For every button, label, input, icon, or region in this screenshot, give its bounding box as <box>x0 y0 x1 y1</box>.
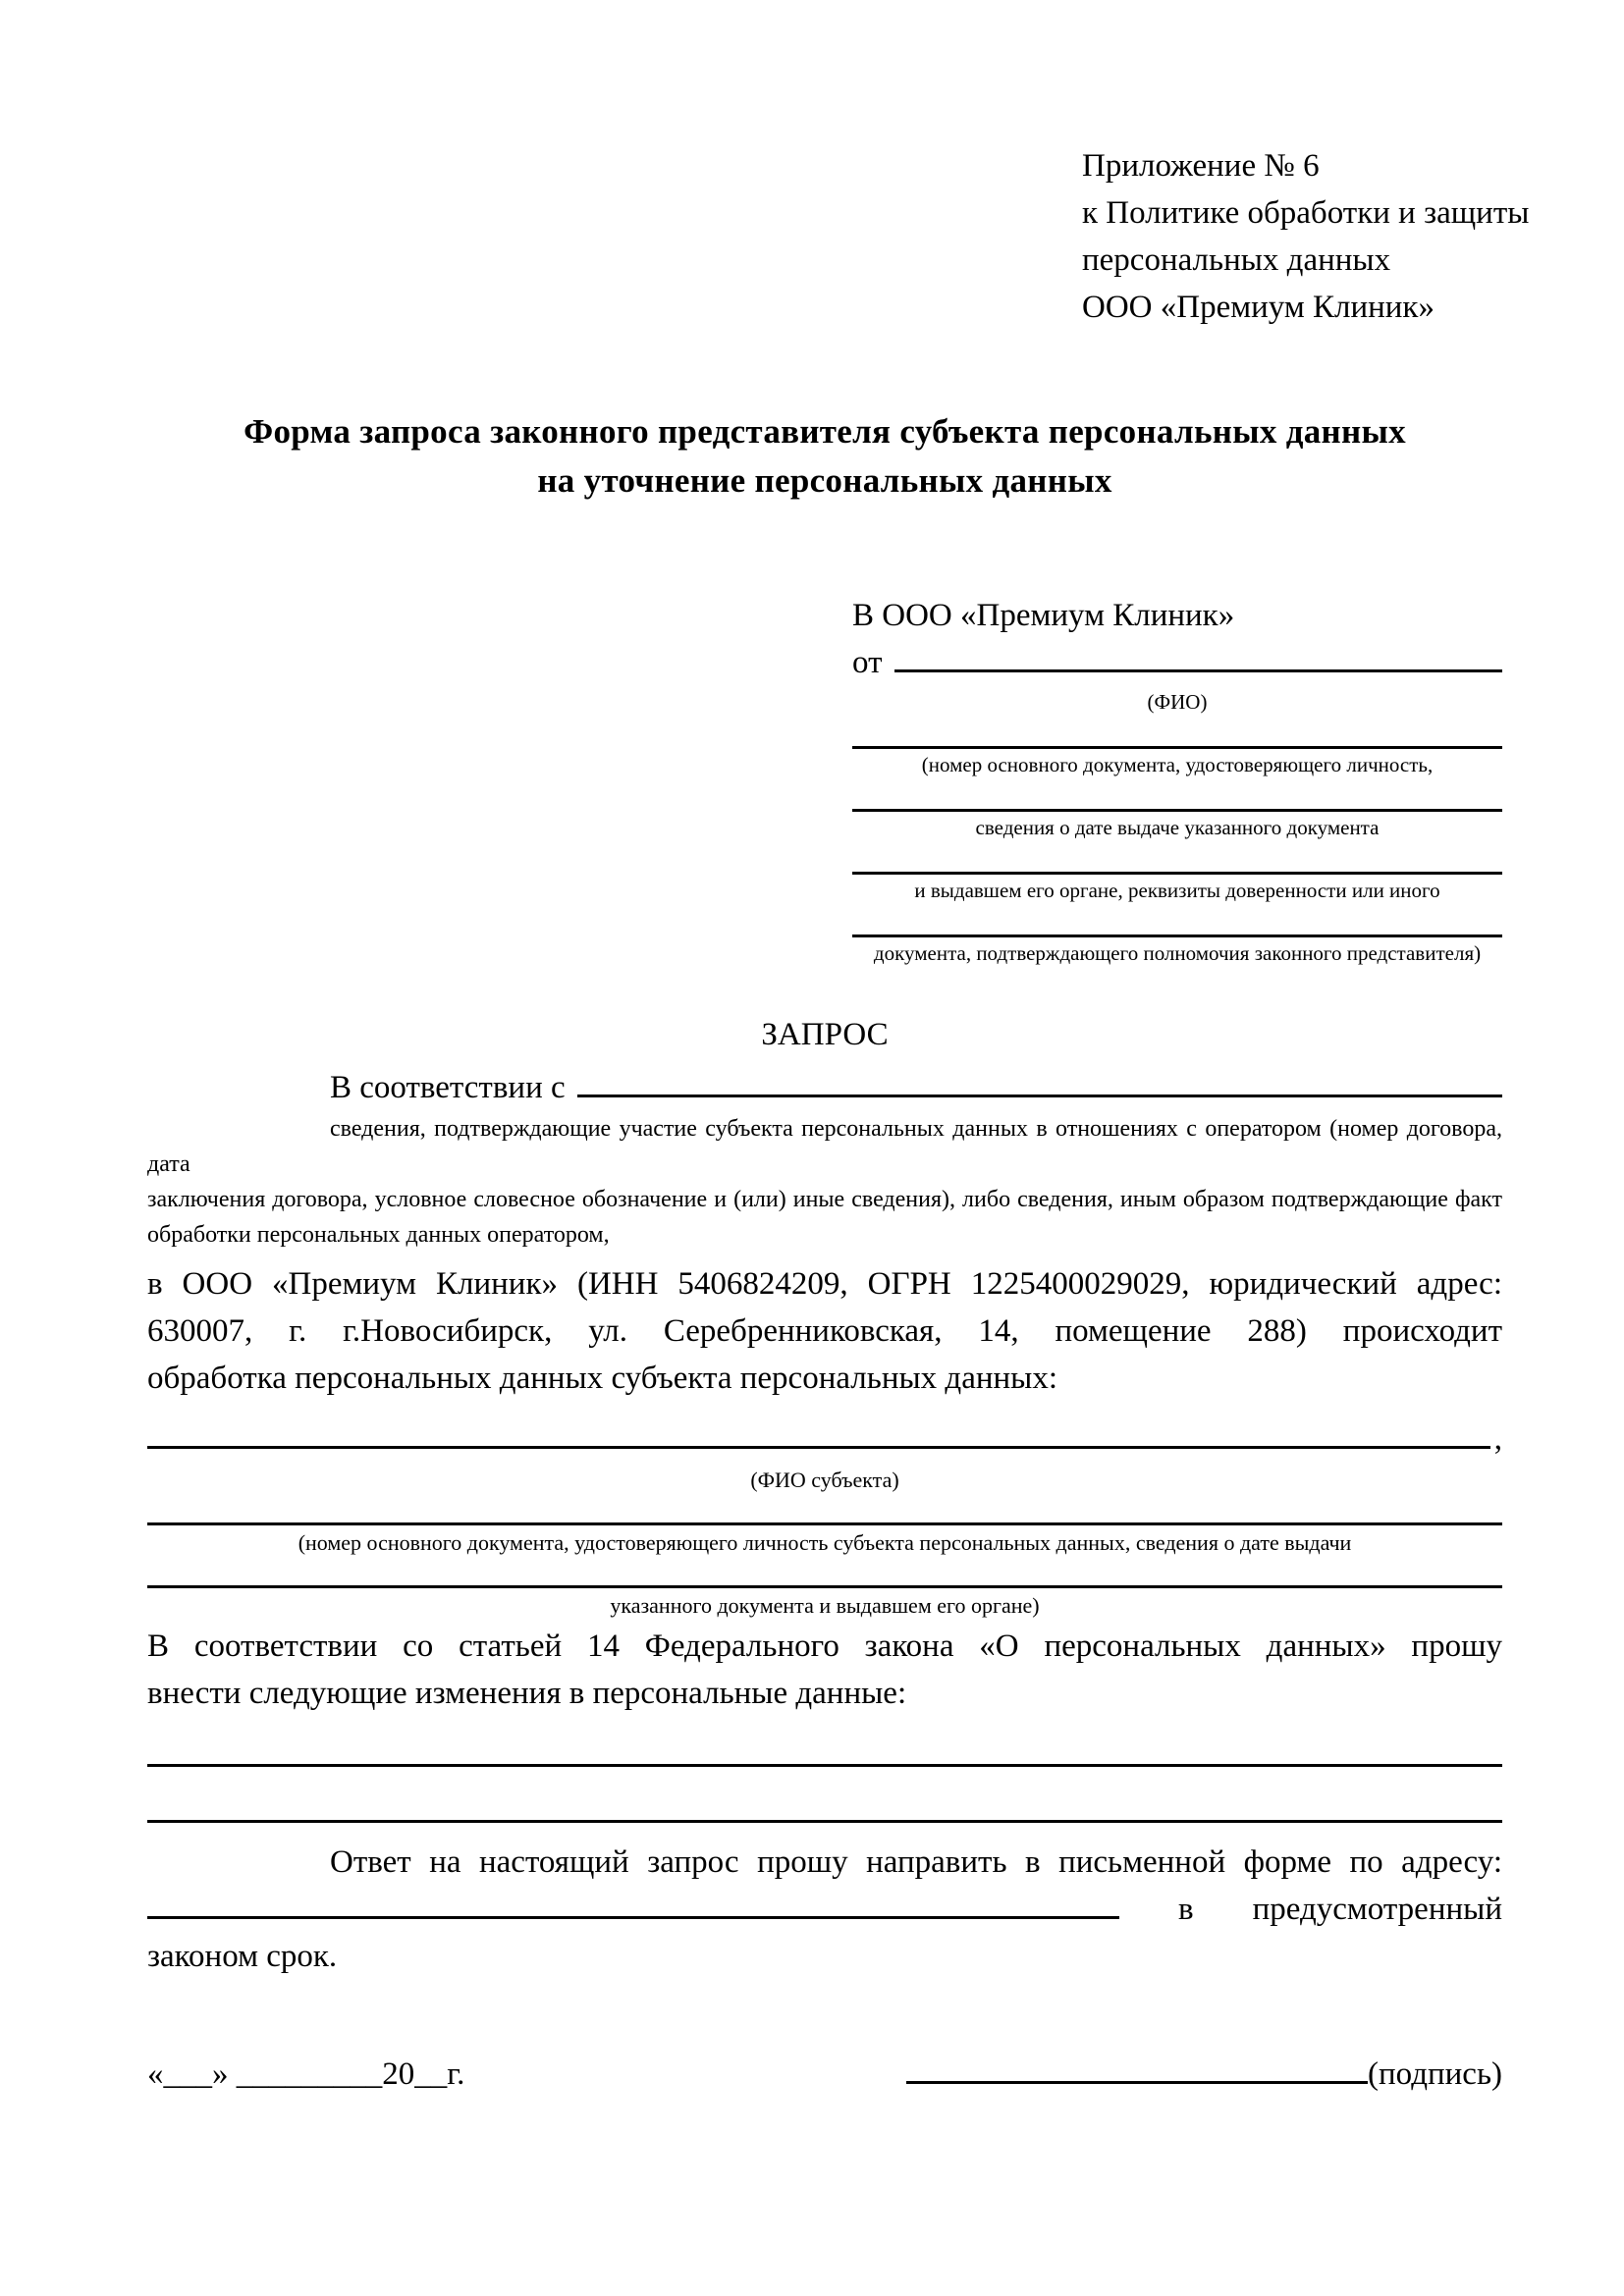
subject-doc-caption-1: (номер основного документа, удостоверяющего личность субъекта персональных данных, сведения о дате выдачи <box>298 1530 1352 1555</box>
from-blank-line <box>894 669 1503 672</box>
subject-fio-caption: (ФИО субъекта) <box>750 1468 899 1492</box>
fio-caption: (ФИО) <box>1147 690 1208 714</box>
signature-field <box>906 2051 1502 2098</box>
operator-paragraph-line: в ООО «Премиум Клиник» (ИНН 5406824209, ОГРН 1225400029029, юридический адрес: <box>147 1266 1502 1302</box>
from-label: от <box>852 645 883 680</box>
accordance-caption-line: сведения, подтверждающие участие субъекта персональных данных в отношениях с оператором (номер договора, дата <box>147 1116 1502 1177</box>
law-paragraph-line: В соответствии со статьей 14 Федерального закона «О персональных данных» прошу <box>147 1629 1502 1664</box>
document-title-line-2: на уточнение персональных данных <box>537 461 1112 500</box>
changes-blank-line-2 <box>147 1820 1502 1823</box>
accordance-caption-line: заключения договора, условное словесное обозначение и (или) иные сведения), либо сведения, иным образом подтверждающие факт <box>147 1187 1502 1212</box>
date-blank: «___» _________20__г. <box>147 2056 465 2092</box>
answer-paragraph <box>147 1839 1502 1980</box>
law-paragraph-line: внести следующие изменения в персональные данные: <box>147 1676 907 1711</box>
appendix-line: ООО «Премиум Клиник» <box>1082 290 1435 325</box>
subject-doc-caption-2: указанного документа и выдавшем его органе) <box>610 1593 1040 1618</box>
subject-fio-comma: , <box>1493 1421 1502 1457</box>
representative-doc-blank-line <box>852 746 1502 749</box>
issuing-authority-blank-line <box>852 872 1502 875</box>
accordance-caption-line: обработки персональных данных оператором, <box>147 1222 610 1248</box>
document-title-line-1: Форма запроса законного представителя субъекта персональных данных <box>244 412 1406 451</box>
answer-paragraph-tail: законом срок. <box>147 1939 338 1974</box>
accordance-blank-line <box>577 1095 1502 1097</box>
law-paragraph <box>147 1623 1502 1717</box>
accordance-row <box>147 1064 1502 1111</box>
addressee-organization: В ООО «Премиум Клиник» <box>852 598 1235 633</box>
answer-paragraph-line-1: Ответ на настоящий запрос прошу направить в письменной форме по адресу: <box>330 1844 1502 1880</box>
signature-caption: (подпись) <box>1368 2056 1502 2092</box>
subject-doc-blank-line <box>147 1522 1502 1525</box>
representative-doc-caption: (номер основного документа, удостоверяющего личность, <box>921 753 1434 776</box>
doc-issue-date-blank-line <box>852 809 1502 812</box>
issuing-authority-caption: и выдавшем его органе, реквизиты доверенности или иного <box>914 879 1440 902</box>
answer-address-blank-line <box>147 1916 1119 1919</box>
authority-doc-caption: документа, подтверждающего полномочия законного представителя) <box>873 941 1482 965</box>
subject-fio-blank-line <box>147 1446 1490 1449</box>
operator-paragraph <box>147 1260 1502 1402</box>
appendix-block <box>1082 142 1530 331</box>
subject-fio-row <box>147 1415 1502 1463</box>
answer-address-row <box>147 1886 1502 1933</box>
answer-word-v: в <box>1178 1892 1194 1927</box>
document-title <box>147 407 1502 506</box>
doc-issue-date-caption: сведения о дате выдаче указанного документа <box>975 816 1380 839</box>
authority-doc-blank-line <box>852 934 1502 937</box>
changes-blank-line-1 <box>147 1764 1502 1767</box>
answer-word-predusmotrennyi: предусмотренный <box>1252 1892 1502 1927</box>
document-content <box>147 142 1530 2098</box>
accordance-caption <box>147 1111 1502 1253</box>
signature-row <box>147 2051 1502 2098</box>
request-heading: ЗАПРОС <box>761 1017 889 1052</box>
addressee-block <box>852 592 1502 966</box>
signature-blank-line <box>906 2081 1368 2084</box>
appendix-line: Приложение № 6 <box>1082 148 1320 184</box>
operator-paragraph-line: 630007, г. г.Новосибирск, ул. Серебренниковская, 14, помещение 288) происходит <box>147 1313 1502 1349</box>
addressee-from-row <box>852 639 1502 686</box>
accordance-prefix: В соответствии с <box>330 1070 566 1105</box>
appendix-line: к Политике обработки и защиты <box>1082 195 1530 231</box>
operator-paragraph-line: обработка персональных данных субъекта персональных данных: <box>147 1361 1057 1396</box>
subject-doc-issuer-blank-line <box>147 1585 1502 1588</box>
appendix-line: персональных данных <box>1082 242 1391 278</box>
